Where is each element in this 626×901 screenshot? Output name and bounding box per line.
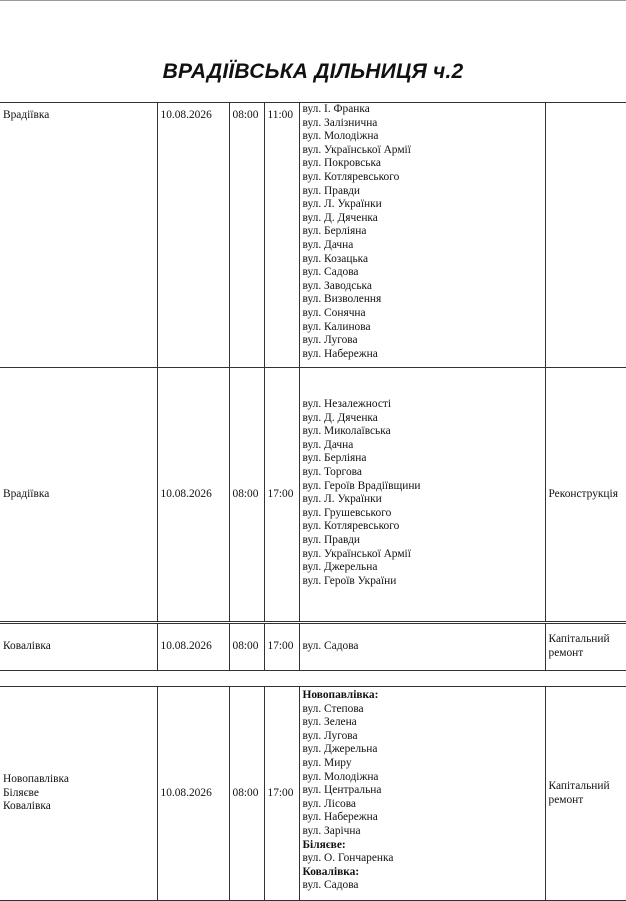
text-line: вул. Котляревського <box>302 170 400 183</box>
reason-cell <box>545 103 626 368</box>
text-line: вул. Торгова <box>302 465 362 478</box>
text-line: вул. Лугова <box>302 334 358 347</box>
text-line: Капітальний <box>548 633 610 646</box>
text-line: вул. Котляревського <box>302 520 400 533</box>
text-line: вул. Героїв України <box>302 574 397 587</box>
street-line: вул. Степова <box>302 702 364 715</box>
start-time-cell: 08:00 <box>229 623 264 671</box>
text-line: вул. Л. Українки <box>302 198 382 211</box>
end-time-cell: 17:00 <box>264 687 299 901</box>
street-line: вул. Набережна <box>302 811 378 824</box>
reason-cell: Реконструкція <box>545 368 626 623</box>
street-line: вул. Лугова <box>302 729 358 742</box>
reason-cell <box>545 687 626 901</box>
place-cell <box>0 687 157 901</box>
streets-cell <box>299 368 545 623</box>
text-line: вул. Садова <box>302 266 359 279</box>
streets-cell <box>299 103 545 368</box>
date-cell: 10.08.2026 <box>157 368 229 623</box>
text-line: вул. І. Франка <box>302 103 370 115</box>
settlement-group-title: Ковалівка: <box>302 865 360 878</box>
text-line: вул. Л. Українки <box>302 493 382 506</box>
text-line: вул. Покровська <box>302 157 381 170</box>
place-cell: Врадіївка <box>0 368 157 623</box>
reason-cell <box>545 623 626 671</box>
text-line: Ковалівка <box>3 800 51 813</box>
start-time-cell: 08:00 <box>229 103 264 368</box>
table-row <box>0 368 626 623</box>
date-cell: 10.08.2026 <box>157 623 229 671</box>
text-line: вул. Дачна <box>302 438 354 451</box>
date-cell: 10.08.2026 <box>157 687 229 901</box>
place-cell: Ковалівка <box>0 623 157 671</box>
end-time-cell: 17:00 <box>264 368 299 623</box>
text-line: вул. Д. Дяченка <box>302 411 378 424</box>
text-line: вул. Правди <box>302 184 361 197</box>
street-line: вул. Джерельна <box>302 743 378 756</box>
text-line: вул. Миколаївська <box>302 425 391 438</box>
text-line: вул. Сонячна <box>302 306 366 319</box>
page-top-border <box>0 0 626 1</box>
text-line: вул. Берліяна <box>302 452 367 465</box>
text-line: вул. Української Армії <box>302 547 411 560</box>
start-time-cell: 08:00 <box>229 368 264 623</box>
street-line: вул. Садова <box>302 879 359 892</box>
text-line: вул. Набережна <box>302 347 378 360</box>
text-line: Біляєве <box>3 786 39 799</box>
text-line: вул. Козацька <box>302 252 369 265</box>
table-row <box>0 103 626 368</box>
start-time-cell: 08:00 <box>229 687 264 901</box>
text-line: вул. Дачна <box>302 238 354 251</box>
table-row <box>0 687 626 901</box>
text-line: вул. Залізнична <box>302 116 378 129</box>
text-line: вул. Берліяна <box>302 225 367 238</box>
text-line: вул. Садова <box>302 640 359 653</box>
streets-cell <box>299 623 545 671</box>
streets-cell <box>299 687 545 901</box>
street-line: вул. Миру <box>302 756 352 769</box>
date-cell: 10.08.2026 <box>157 103 229 368</box>
text-line: вул. Молодіжна <box>302 130 379 143</box>
table-row <box>0 623 626 671</box>
schedule-table-2 <box>0 686 626 901</box>
text-line: вул. Грушевського <box>302 506 392 519</box>
street-line: вул. Зарічна <box>302 824 361 837</box>
page-title: ВРАДІЇВСЬКА ДІЛЬНИЦЯ ч.2 <box>162 60 464 83</box>
place-cell: Врадіївка <box>0 103 157 368</box>
end-time-cell: 11:00 <box>264 103 299 368</box>
settlement-group-title: Біляєве: <box>302 838 346 851</box>
text-line: вул. Правди <box>302 533 361 546</box>
street-line: вул. Центральна <box>302 784 382 797</box>
end-time-cell: 17:00 <box>264 623 299 671</box>
text-line: Капітальний <box>548 779 610 792</box>
settlement-group-title: Новопавлівка: <box>302 689 379 701</box>
text-line: вул. Визволення <box>302 293 382 306</box>
text-line: вул. Незалежності <box>302 398 392 410</box>
street-line: вул. Молодіжна <box>302 770 379 783</box>
street-line: вул. Лісова <box>302 797 356 810</box>
text-line: вул. Заводська <box>302 279 372 292</box>
street-line: вул. О. Гончаренка <box>302 852 394 865</box>
text-line: вул. Героїв Врадіївщини <box>302 479 421 492</box>
text-line: ремонт <box>548 647 584 659</box>
text-line: ремонт <box>548 793 584 806</box>
text-line: вул. Д. Дяченка <box>302 211 378 224</box>
text-line: Новопавлівка <box>3 773 69 786</box>
schedule-table-1 <box>0 102 626 671</box>
text-line: вул. Джерельна <box>302 561 378 574</box>
text-line: вул. Української Армії <box>302 143 411 156</box>
street-line: вул. Зелена <box>302 716 357 729</box>
text-line: вул. Калинова <box>302 320 371 333</box>
